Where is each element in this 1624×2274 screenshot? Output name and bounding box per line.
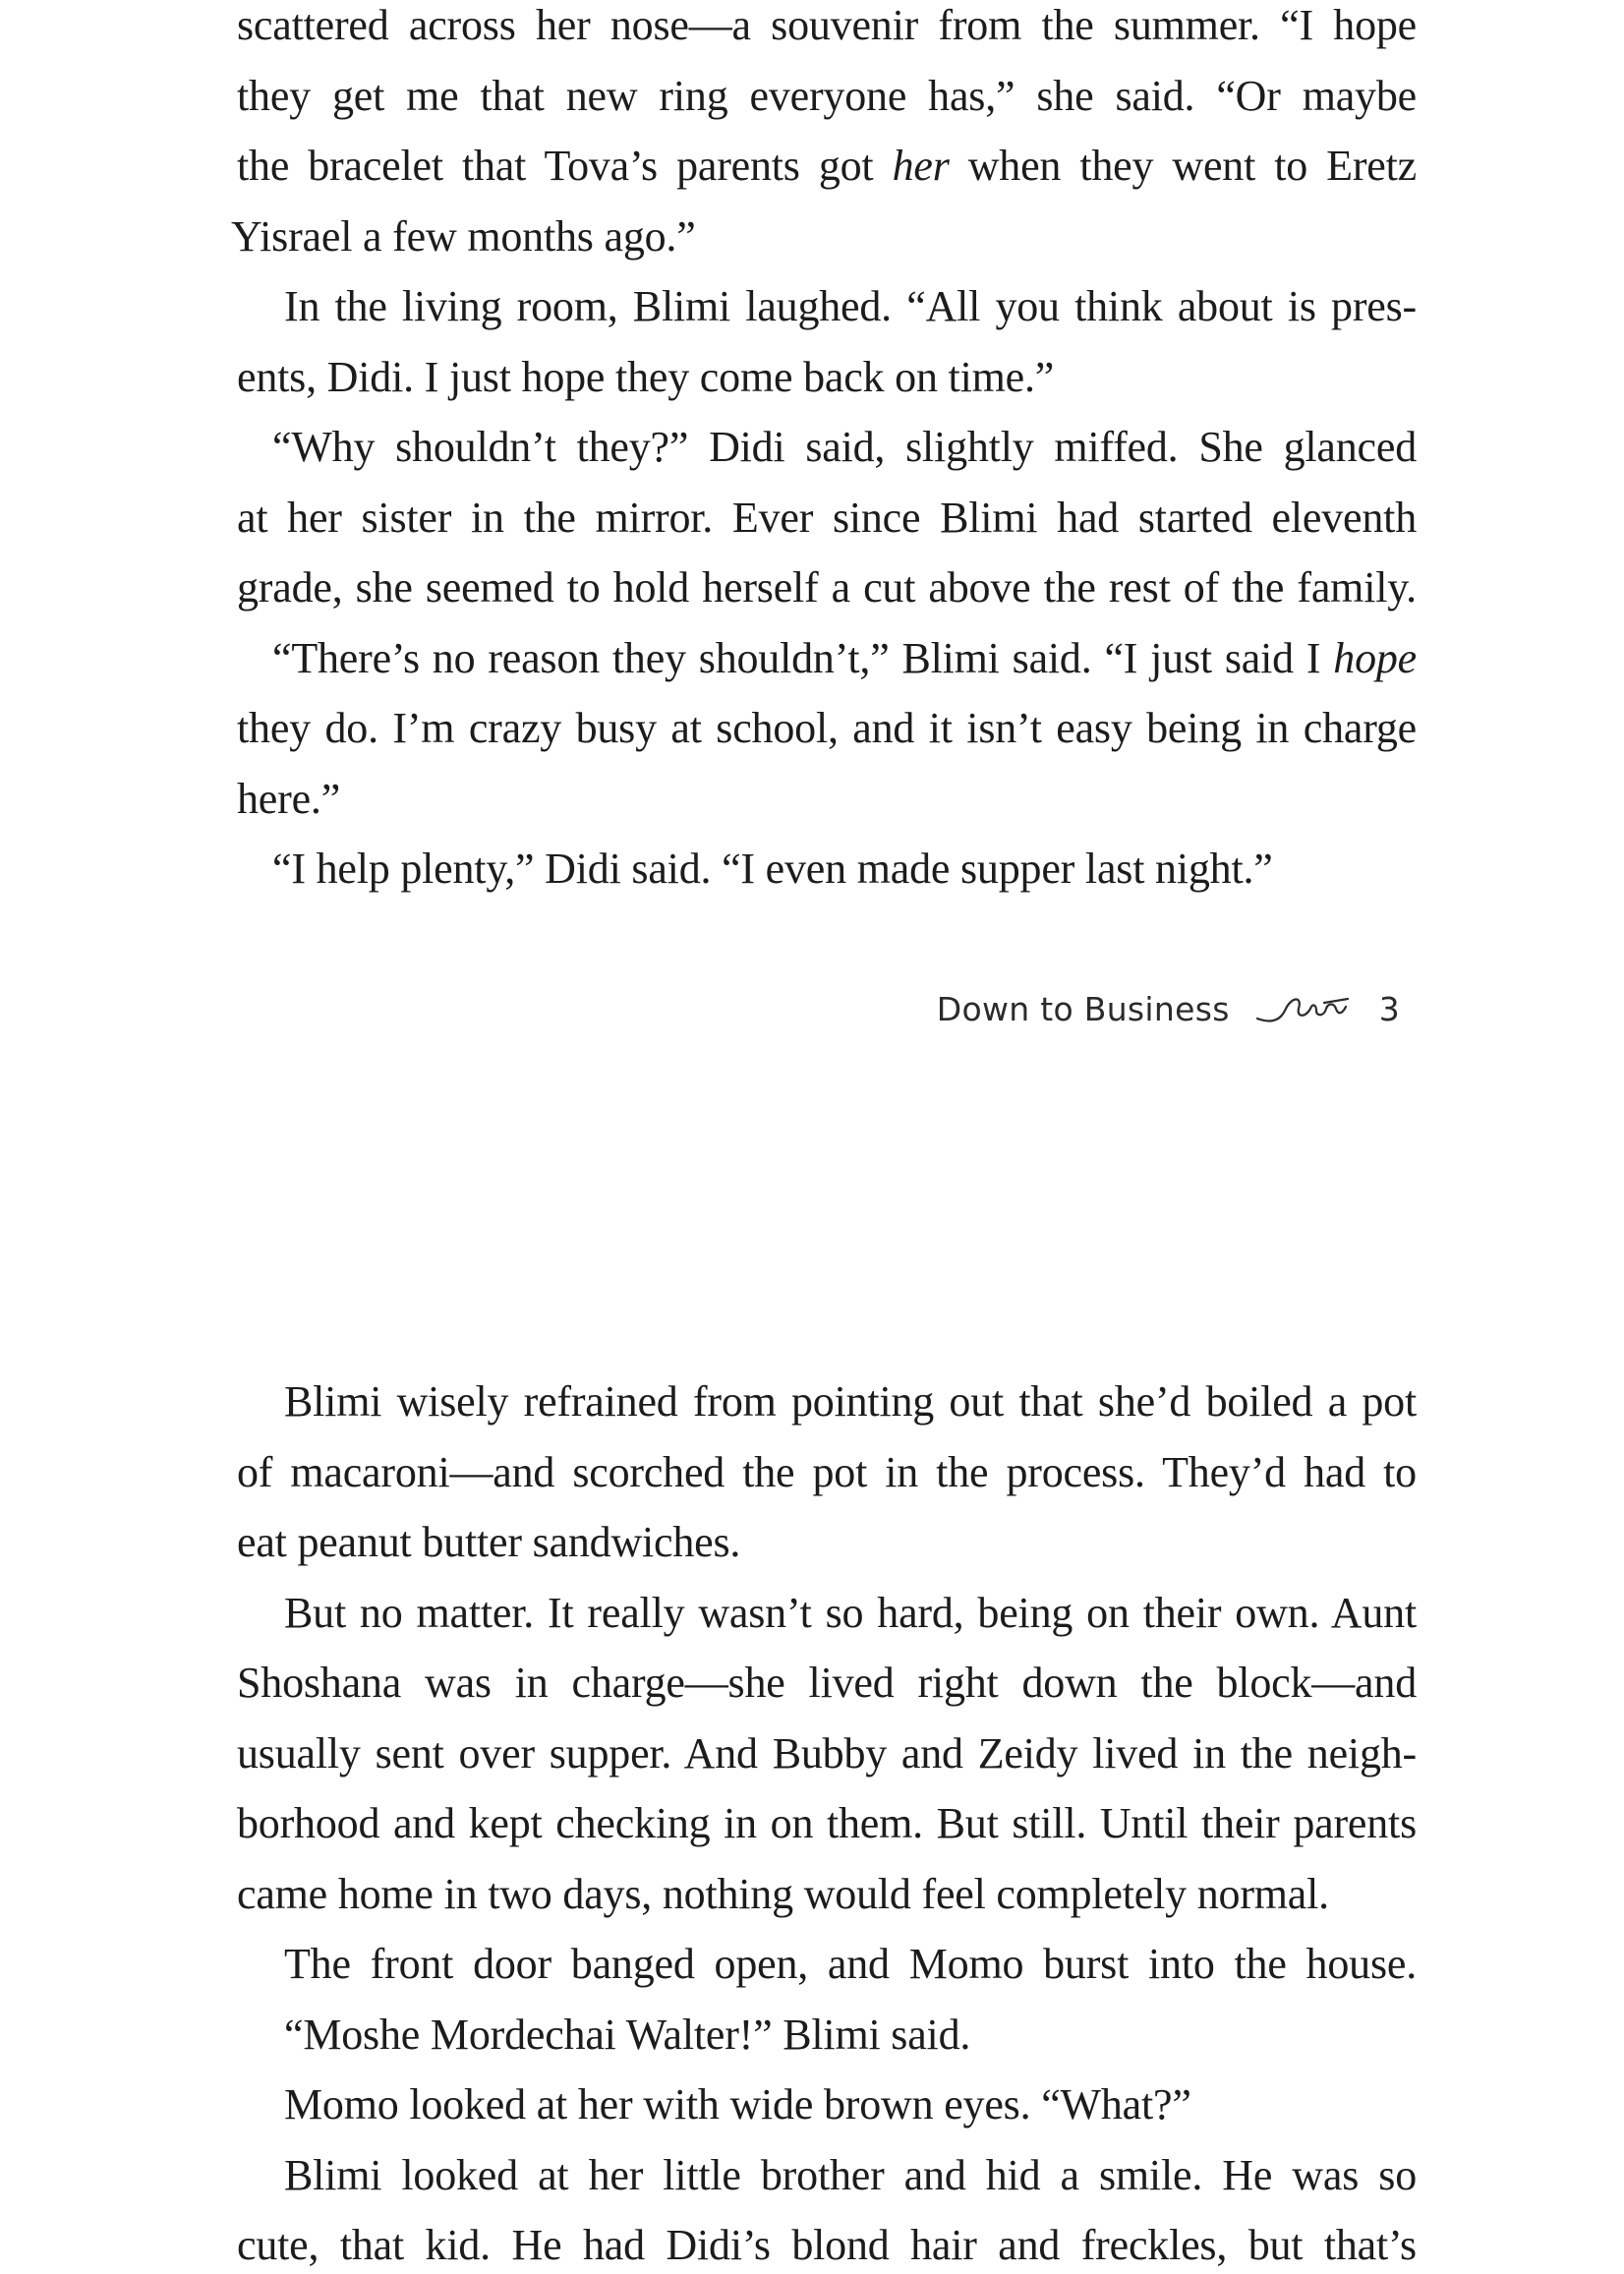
body-text-top bbox=[231, 0, 1417, 904]
text-line: But no matter. It really wasn’t so hard, being on their own. Aunt bbox=[284, 1588, 1417, 1637]
text-line: borhood and kept checking in on them. But still. Until their parents bbox=[237, 1799, 1417, 1847]
text-line: “I help plenty,” Didi said. “I even made supper last night.” bbox=[272, 845, 1273, 893]
page-number: 3 bbox=[1378, 989, 1400, 1028]
text-line: Blimi wisely refrained from pointing out that she’d boiled a pot bbox=[284, 1377, 1417, 1426]
text-line: of macaroni—and scorched the pot in the process. They’d had to bbox=[237, 1447, 1417, 1496]
text-line: they do. I’m crazy busy at school, and it isn’t easy being in charge bbox=[237, 704, 1417, 752]
page-footer bbox=[937, 989, 1400, 1028]
text-line: In the living room, Blimi laughed. “All you think about is pres- bbox=[284, 282, 1417, 330]
text-line: “Moshe Mordechai Walter!” Blimi said. bbox=[284, 2010, 971, 2059]
text-line: eat peanut butter sandwiches. bbox=[237, 1518, 741, 1566]
emphasis-text: hope bbox=[1333, 633, 1417, 682]
emphasis-text: her bbox=[892, 142, 950, 190]
text-line: The front door banged open, and Momo burst into the house. bbox=[284, 1940, 1417, 1988]
text-line: Yisrael a few months ago.” bbox=[231, 211, 696, 261]
text-line: “There’s no reason they shouldn’t,” Blimi said. “I just said I hope bbox=[272, 633, 1417, 682]
text-line: here.” bbox=[237, 774, 341, 823]
flourish-icon bbox=[1255, 989, 1354, 1028]
text-line: Blimi looked at her little brother and hid a smile. He was so bbox=[284, 2150, 1417, 2199]
text-line: scattered across her nose—a souvenir from the summer. “I hope bbox=[237, 1, 1417, 49]
body-text-bottom bbox=[237, 1367, 1417, 2274]
text-line: ents, Didi. I just hope they come back on time.” bbox=[237, 352, 1055, 401]
text-line: Shoshana was in charge—she lived right down the block—and bbox=[237, 1659, 1417, 1707]
text-line: the bracelet that Tova’s parents got her when they went to Eretz bbox=[237, 142, 1417, 190]
text-line: came home in two days, nothing would feel completely normal. bbox=[237, 1869, 1329, 1918]
text-line: cute, that kid. He had Didi’s blond hair and freckles, but that’s bbox=[237, 2221, 1417, 2269]
text-line: grade, she seemed to hold herself a cut above the rest of the family. bbox=[237, 563, 1417, 612]
text-line: they get me that new ring everyone has,” she said. “Or maybe bbox=[237, 71, 1417, 120]
text-line: at her sister in the mirror. Ever since Blimi had started eleventh bbox=[237, 493, 1417, 542]
text-line: “Why shouldn’t they?” Didi said, slightly miffed. She glanced bbox=[272, 423, 1417, 471]
running-head: Down to Business bbox=[936, 989, 1230, 1028]
text-line: usually sent over supper. And Bubby and Zeidy lived in the neigh- bbox=[237, 1728, 1417, 1778]
text-line: Momo looked at her with wide brown eyes. “What?” bbox=[284, 2080, 1191, 2128]
